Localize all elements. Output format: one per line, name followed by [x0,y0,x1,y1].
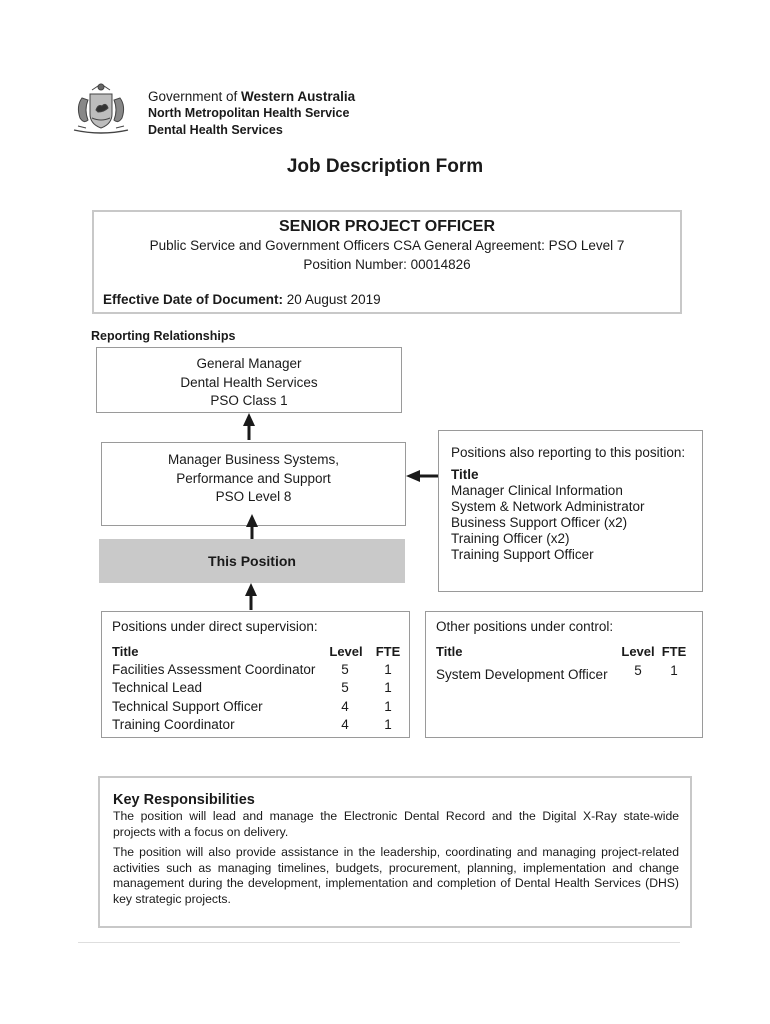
other-control-box: Other positions under control: Title Level FTE System Development Officer 5 1 [425,611,703,738]
this-position-box: This Position [99,539,405,583]
also-reporting-title-header: Title [451,467,479,482]
footer-divider [78,942,680,943]
key-responsibilities-heading: Key Responsibilities [113,792,255,808]
also-reporting-heading: Positions also reporting to this position: [451,445,686,460]
document-title: Job Description Form [286,156,484,177]
table-row: Technical Lead 5 1 [112,680,392,695]
table-row: Training Coordinator 4 1 [112,717,392,732]
wa-coat-of-arms-logo [70,80,132,136]
direct-supervision-heading: Positions under direct supervision: [112,619,318,634]
table-row: Technical Support Officer 4 1 [112,699,392,714]
list-item: Training Support Officer [451,547,594,562]
left-arrow-icon [406,470,438,482]
general-manager-box: General Manager Dental Health Services PSO Class 1 [96,347,402,413]
government-line: Government of Western Australia [148,89,356,104]
other-control-heading: Other positions under control: [436,619,614,634]
table-row: System Development Officer 5 1 [436,663,678,682]
organisation-header [148,88,355,139]
department-name: Dental Health Services [148,123,283,137]
also-reporting-box [438,430,703,592]
responsibility-paragraph: The position will also provide assistance in the leadership, coordinating and managing project-related activities such as managing timelines, budgets, procurement, planning, implementation and change management during the development, implementation and completion of Dental Health Services (DHS) key strategic projects. [113,845,679,906]
agreement-text: Public Service and Government Officers CSA General Agreement: PSO Level 7 [149,238,625,253]
list-item: System & Network Administrator [451,499,645,514]
list-item: Training Officer (x2) [451,531,570,546]
health-service-name: North Metropolitan Health Service [148,106,350,120]
table-row: Facilities Assessment Coordinator 5 1 [112,662,392,677]
responsibility-paragraph: The position will lead and manage the Electronic Dental Record and the Digital X-Ray state-wide projects with a focus on delivery. [113,809,679,839]
effective-date: Effective Date of Document: 20 August 2019 [103,292,381,307]
manager-box: Manager Business Systems, Performance and Support PSO Level 8 [101,442,406,526]
position-summary-box [92,210,682,314]
up-arrow-icon [243,413,255,440]
list-item: Business Support Officer (x2) [451,515,628,530]
position-number: Position Number: 00014826 [303,257,471,272]
key-responsibilities-box [98,776,692,928]
list-item: Manager Clinical Information [451,483,623,498]
direct-supervision-box: Positions under direct supervision: Title Level FTE Facilities Assessment Coordinator 5 1 Technical Lead 5 1 Technical Support Officer 4 1 Training Coordinator 4 1 [101,611,410,738]
up-arrow-icon [245,583,257,610]
reporting-relationships-heading: Reporting Relationships [91,329,236,343]
position-title: SENIOR PROJECT OFFICER [278,218,496,235]
